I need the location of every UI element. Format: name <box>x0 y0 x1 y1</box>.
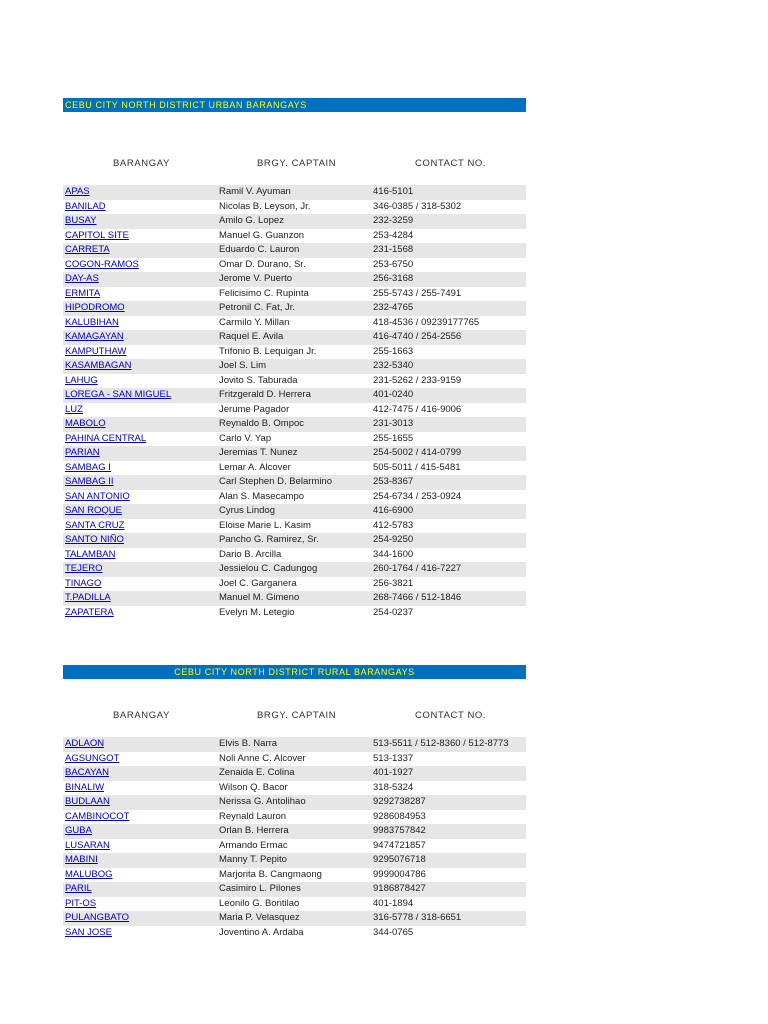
table-row <box>63 258 526 273</box>
contact-number: 255-1655 <box>373 432 414 444</box>
table-row <box>63 403 526 418</box>
barangay-link[interactable]: ERMITA <box>65 287 101 299</box>
urban-barangay-table <box>63 185 526 620</box>
captain-name: Amilo G. Lopez <box>219 215 284 226</box>
barangay-link[interactable]: KAMAGAYAN <box>65 331 124 342</box>
contact-number: 418-4536 / 09239177765 <box>373 316 480 328</box>
table-row <box>63 824 526 839</box>
table-row <box>63 432 526 447</box>
barangay-link[interactable]: PIT-OS <box>65 897 97 909</box>
contact-number: 232-5340 <box>373 360 414 371</box>
table-row <box>63 301 526 316</box>
urban-header-barangay: BARANGAY <box>113 158 170 169</box>
contact-number: 253-6750 <box>373 258 414 270</box>
captain-name: Carlo V. Yap <box>219 432 272 444</box>
captain-name: Jovito S. Taburada <box>219 374 298 386</box>
table-row <box>63 737 526 752</box>
captain-name: Jeremias T. Nunez <box>219 447 298 458</box>
contact-number: 9186878427 <box>373 883 426 894</box>
contact-number: 9292738287 <box>373 796 426 807</box>
table-row <box>63 330 526 345</box>
table-row <box>63 853 526 868</box>
barangay-link[interactable]: TEJERO <box>65 563 103 574</box>
table-row <box>63 562 526 577</box>
table-row <box>63 577 526 592</box>
barangay-link[interactable]: KASAMBAGAN <box>65 360 132 371</box>
barangay-link[interactable]: BACAYAN <box>65 767 109 778</box>
table-row <box>63 243 526 258</box>
barangay-link[interactable]: PULANGBATO <box>65 912 130 923</box>
barangay-link[interactable]: LUSARAN <box>65 839 110 851</box>
table-row <box>63 272 526 287</box>
contact-number: 231-3013 <box>373 418 414 429</box>
captain-name: Ramil V. Ayuman <box>219 186 291 197</box>
barangay-link[interactable]: ADLAON <box>65 738 105 749</box>
captain-name: Casimiro L. Pilones <box>219 883 301 894</box>
barangay-link[interactable]: TALAMBAN <box>65 548 116 560</box>
captain-name: Cyrus Lindog <box>219 505 275 516</box>
contact-number: 416-5101 <box>373 186 414 197</box>
table-row <box>63 359 526 374</box>
barangay-link[interactable]: BANILAD <box>65 200 106 212</box>
contact-number: 256-3821 <box>373 577 414 589</box>
table-row <box>63 504 526 519</box>
contact-number: 255-5743 / 255-7491 <box>373 287 462 299</box>
contact-number: 412-7475 / 416-9006 <box>373 403 462 415</box>
table-row <box>63 490 526 505</box>
contact-number: 513-1337 <box>373 752 414 764</box>
barangay-link[interactable]: PARIL <box>65 883 92 894</box>
rural-barangay-table <box>63 737 526 940</box>
captain-name: Armando Ermac <box>219 839 288 851</box>
contact-number: 254-6734 / 253-0924 <box>373 490 462 502</box>
captain-name: Felicisimo C. Rupinta <box>219 287 309 299</box>
captain-name: Jerome V. Puerto <box>219 273 293 284</box>
table-row <box>63 911 526 926</box>
captain-name: Reynald Lauron <box>219 810 287 822</box>
contact-number: 344-1600 <box>373 548 414 560</box>
contact-number: 253-4284 <box>373 229 414 241</box>
captain-name: Fritzgerald D. Herrera <box>219 389 311 400</box>
captain-name: Carl Stephen D. Belarmino <box>219 476 332 487</box>
captain-name: Omar D. Durano, Sr. <box>219 258 306 270</box>
table-row <box>63 839 526 854</box>
contact-number: 268-7466 / 512-1846 <box>373 592 462 603</box>
contact-number: 412-5783 <box>373 519 414 531</box>
table-row <box>63 766 526 781</box>
captain-name: Jessielou C. Cadungog <box>219 563 318 574</box>
captain-name: Carmilo Y. Millan <box>219 316 290 328</box>
table-row <box>63 591 526 606</box>
barangay-link[interactable]: SANTO NIÑO <box>65 534 124 545</box>
captain-name: Pancho G. Ramirez, Sr. <box>219 534 319 545</box>
captain-name: Nerissa G. Antolihao <box>219 796 306 807</box>
table-row <box>63 214 526 229</box>
contact-number: 9295076718 <box>373 854 426 865</box>
barangay-link[interactable]: TINAGO <box>65 577 102 589</box>
table-row <box>63 533 526 548</box>
barangay-link[interactable]: SAN ANTONIO <box>65 490 130 502</box>
barangay-link[interactable]: SANTA CRUZ <box>65 519 125 531</box>
captain-name: Manuel M. Gimeno <box>219 592 300 603</box>
captain-name: Petronil C. Fat, Jr. <box>219 302 296 313</box>
captain-name: Alan S. Masecampo <box>219 490 305 502</box>
table-row <box>63 475 526 490</box>
barangay-link[interactable]: T.PADILLA <box>65 592 111 603</box>
contact-number: 344-0765 <box>373 926 414 938</box>
barangay-link[interactable]: SAN ROQUE <box>65 505 123 516</box>
barangay-link[interactable]: CAPITOL SITE <box>65 229 129 241</box>
contact-number: 254-5002 / 414-0799 <box>373 447 462 458</box>
urban-header-captain: BRGY. CAPTAIN <box>257 158 337 169</box>
contact-number: 9474721857 <box>373 839 426 851</box>
contact-number: 318-5324 <box>373 781 414 793</box>
barangay-link[interactable]: LOREGA - SAN MIGUEL <box>65 389 172 400</box>
table-row <box>63 781 526 796</box>
barangay-link[interactable]: COGON-RAMOS <box>65 258 139 270</box>
urban-header-contact: CONTACT NO. <box>415 158 487 169</box>
barangay-link[interactable]: KALUBIHAN <box>65 316 119 328</box>
barangay-link[interactable]: LUZ <box>65 403 83 415</box>
contact-number: 505-5011 / 415-5481 <box>373 461 461 473</box>
table-row <box>63 374 526 389</box>
contact-number: 9286084953 <box>373 810 426 822</box>
barangay-link[interactable]: SAMBAG I <box>65 461 111 473</box>
rural-section-title: CEBU CITY NORTH DISTRICT RURAL BARANGAYS <box>63 665 526 679</box>
captain-name: Manuel G. Guanzon <box>219 229 305 241</box>
contact-number: 232-3259 <box>373 215 414 226</box>
contact-number: 231-1568 <box>373 244 414 255</box>
barangay-link[interactable]: MABINI <box>65 854 98 865</box>
captain-name: Eduardo C. Lauron <box>219 244 300 255</box>
urban-section-title: CEBU CITY NORTH DISTRICT URBAN BARANGAYS <box>63 98 526 112</box>
captain-name: Evelyn M. Letegio <box>219 606 295 618</box>
captain-name: Noli Anne C. Alcover <box>219 752 306 764</box>
table-row <box>63 446 526 461</box>
captain-name: Eloise Marie L. Kasim <box>219 519 311 531</box>
captain-name: Orlan B. Herrera <box>219 825 289 836</box>
barangay-link[interactable]: BUSAY <box>65 215 97 226</box>
table-row <box>63 417 526 432</box>
table-row <box>63 897 526 912</box>
captain-name: Nicolas B. Leyson, Jr. <box>219 200 311 212</box>
barangay-link[interactable]: SAMBAG II <box>65 476 114 487</box>
table-row <box>63 388 526 403</box>
table-row <box>63 200 526 215</box>
captain-name: Jerume Pagador <box>219 403 290 415</box>
table-row <box>63 868 526 883</box>
contact-number: 401-1927 <box>373 767 414 778</box>
contact-number: 9999004786 <box>373 868 426 880</box>
table-row <box>63 548 526 563</box>
barangay-link[interactable]: SAN JOSE <box>65 926 112 938</box>
barangay-link[interactable]: BUDLAAN <box>65 796 110 807</box>
captain-name: Lemar A. Alcover <box>219 461 291 473</box>
barangay-link[interactable]: LAHUG <box>65 374 98 386</box>
barangay-link[interactable]: GUBA <box>65 825 92 836</box>
contact-number: 513-5511 / 512-8360 / 512-8773 <box>373 738 509 749</box>
captain-name: Reynaldo B. Ompoc <box>219 418 305 429</box>
captain-name: Dario B. Arcilla <box>219 548 282 560</box>
table-row <box>63 926 526 941</box>
contact-number: 416-4740 / 254-2556 <box>373 331 462 342</box>
rural-header-row <box>63 710 526 724</box>
contact-number: 254-0237 <box>373 606 414 618</box>
contact-number: 232-4765 <box>373 302 414 313</box>
barangay-link[interactable]: PARIAN <box>65 447 100 458</box>
table-row <box>63 185 526 200</box>
table-row <box>63 345 526 360</box>
barangay-link[interactable]: HIPODROMO <box>65 302 125 313</box>
barangay-link[interactable]: APAS <box>65 186 90 197</box>
captain-name: Elvis B. Narra <box>219 738 278 749</box>
contact-number: 231-5262 / 233-9159 <box>373 374 462 386</box>
barangay-link[interactable]: ZAPATERA <box>65 606 114 618</box>
rural-header-captain: BRGY. CAPTAIN <box>257 710 337 721</box>
captain-name: Zenaida E. Colina <box>219 767 295 778</box>
contact-number: 346-0385 / 318-5302 <box>373 200 462 212</box>
barangay-link[interactable]: MABOLO <box>65 418 106 429</box>
table-row <box>63 752 526 767</box>
barangay-link[interactable]: KAMPUTHAW <box>65 345 127 357</box>
captain-name: Joventino A. Ardaba <box>219 926 304 938</box>
contact-number: 254-9250 <box>373 534 414 545</box>
contact-number: 401-0240 <box>373 389 414 400</box>
captain-name: Marjorita B. Cangmaong <box>219 868 322 880</box>
captain-name: Trifonio B. Lequigan Jr. <box>219 345 317 357</box>
barangay-link[interactable]: CARRETA <box>65 244 110 255</box>
captain-name: Manny T. Pepito <box>219 854 287 865</box>
contact-number: 9983757842 <box>373 825 426 836</box>
urban-header-row <box>63 158 526 172</box>
captain-name: Joel C. Garganera <box>219 577 297 589</box>
captain-name: Raquel E. Avila <box>219 331 284 342</box>
captain-name: Leonilo G. Bontilao <box>219 897 300 909</box>
table-row <box>63 229 526 244</box>
captain-name: Joel S. Lim <box>219 360 266 371</box>
contact-number: 256-3168 <box>373 273 414 284</box>
barangay-link[interactable]: MALUBOG <box>65 868 113 880</box>
captain-name: Wilson Q. Bacor <box>219 781 288 793</box>
table-row <box>63 795 526 810</box>
rural-header-contact: CONTACT NO. <box>415 710 487 721</box>
rural-header-barangay: BARANGAY <box>113 710 170 721</box>
contact-number: 260-1764 / 416-7227 <box>373 563 462 574</box>
table-row <box>63 316 526 331</box>
table-row <box>63 606 526 621</box>
table-row <box>63 810 526 825</box>
table-row <box>63 882 526 897</box>
contact-number: 401-1894 <box>373 897 414 909</box>
contact-number: 255-1663 <box>373 345 414 357</box>
table-row <box>63 519 526 534</box>
table-row <box>63 461 526 476</box>
barangay-link[interactable]: BINALIW <box>65 781 105 793</box>
contact-number: 416-6900 <box>373 505 414 516</box>
captain-name: Maria P. Velasquez <box>219 912 300 923</box>
contact-number: 253-8367 <box>373 476 414 487</box>
barangay-link[interactable]: CAMBINOCOT <box>65 810 130 822</box>
barangay-link[interactable]: PAHINA CENTRAL <box>65 432 147 444</box>
table-row <box>63 287 526 302</box>
barangay-link[interactable]: DAY-AS <box>65 273 99 284</box>
barangay-link[interactable]: AGSUNGOT <box>65 752 120 764</box>
contact-number: 316-5778 / 318-6651 <box>373 912 462 923</box>
